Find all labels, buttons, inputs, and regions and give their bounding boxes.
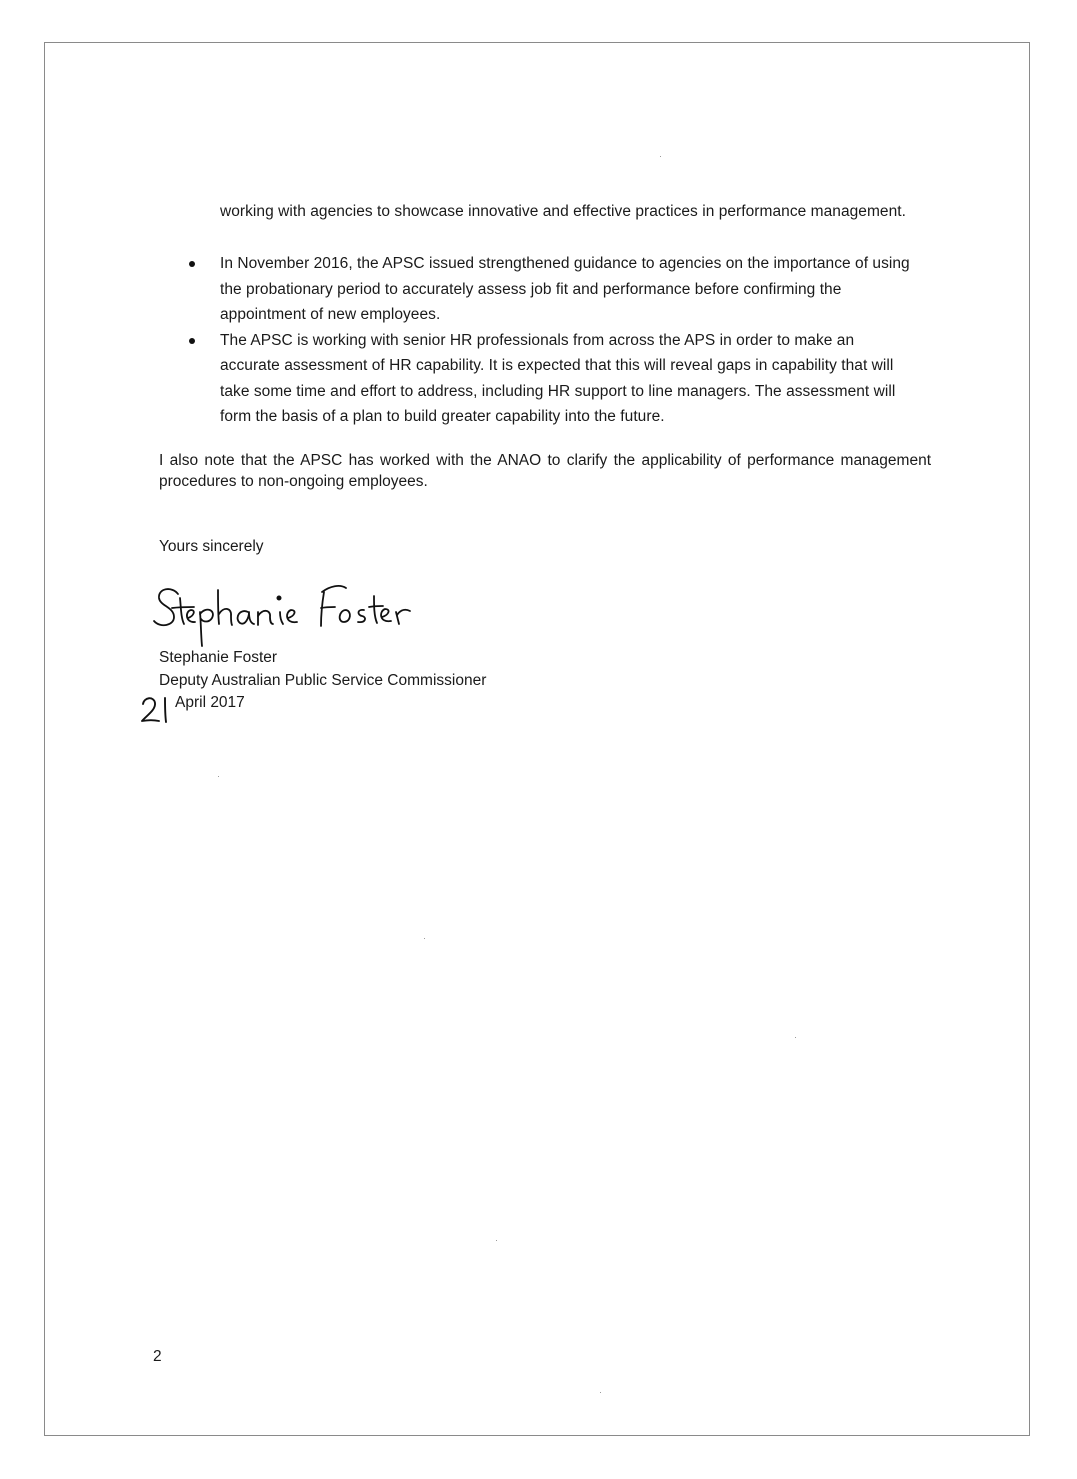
signer-block	[159, 647, 486, 692]
scan-speck	[600, 1392, 601, 1393]
scan-speck	[496, 1240, 497, 1241]
bullet-text: In November 2016, the APSC issued strengthened guidance to agencies on the importance of using the probationary period to accurately assess job fit and performance before confirming the appointment of new employees.	[220, 255, 910, 323]
handwritten-signature	[150, 574, 430, 650]
bullet-list	[160, 251, 930, 430]
signer-title: Deputy Australian Public Service Commissioner	[159, 671, 487, 689]
date-month-year: April 2017	[175, 694, 245, 711]
bullet-dot-icon	[189, 338, 195, 344]
note-paragraph: I also note that the APSC has worked with the ANAO to clarify the applicability of performance management procedures to non-ongoing employees.	[159, 452, 931, 490]
closing-salutation: Yours sincerely	[159, 538, 264, 555]
bullet-dot-icon	[189, 261, 195, 267]
handwritten-day	[140, 692, 170, 724]
bullet-item-hr-capability	[160, 328, 910, 430]
scan-speck	[218, 776, 219, 777]
scan-speck	[660, 156, 661, 157]
continuation-paragraph: working with agencies to showcase innovative and effective practices in performance management.	[220, 203, 906, 220]
bullet-item-probation	[160, 251, 910, 328]
scan-speck	[424, 938, 425, 939]
bullet-text: The APSC is working with senior HR professionals from across the APS in order to make an accurate assessment of HR capability. It is expected that this will reveal gaps in capability that will take some time and effort to address, including HR support to line managers. The assessment will form the basis of a plan to build greater capability into the future.	[220, 331, 896, 425]
signer-name: Stephanie Foster	[159, 649, 278, 666]
scan-speck	[795, 1037, 796, 1038]
page-number: 2	[153, 1348, 162, 1365]
